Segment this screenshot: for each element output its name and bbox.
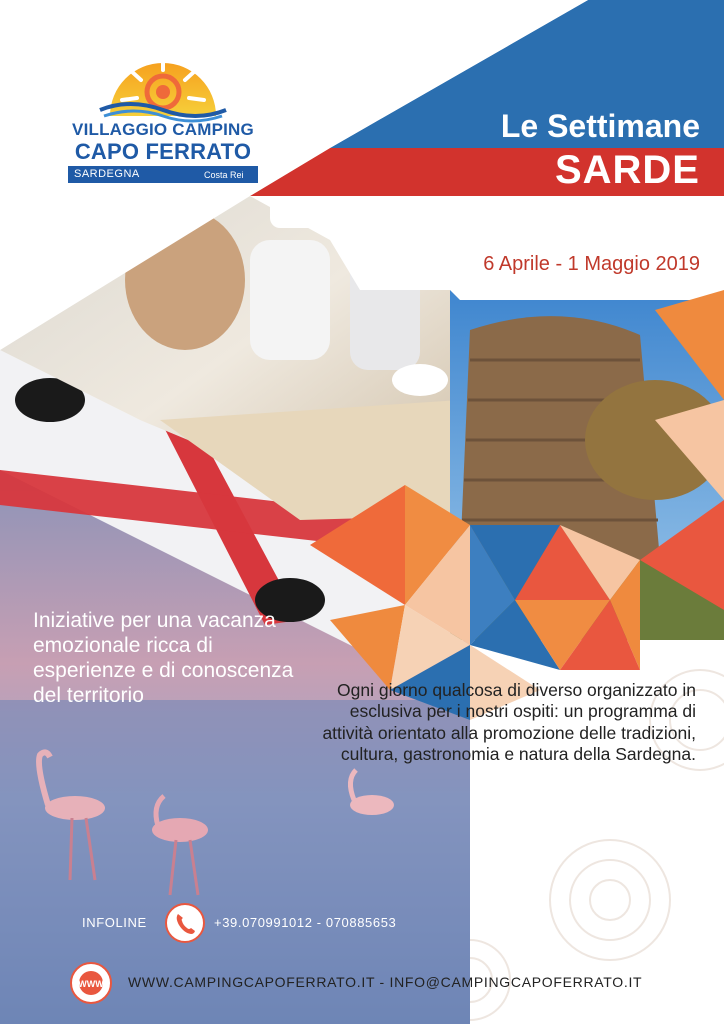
description: Ogni giorno qualcosa di diverso organizzato in esclusiva per i nostri ospiti: un programma di attività orientato alla promozione delle tradizioni, cultura, gastronomia e natura della Sardegna. — [322, 680, 696, 765]
infoline-label: INFOLINE — [82, 915, 147, 930]
svg-text:WWW: WWW — [78, 979, 104, 989]
www-globe-icon — [71, 963, 111, 1003]
logo-area: Costa Rei — [204, 170, 244, 180]
phone-numbers[interactable]: +39.070991012 - 070885653 — [214, 915, 397, 930]
tagline: Iniziative per una vacanza emozionale ricca di esperienze e di conoscenza del territorio — [33, 609, 294, 707]
logo-region: SARDEGNA — [74, 168, 140, 180]
event-dates: 6 Aprile - 1 Maggio 2019 — [483, 253, 700, 275]
logo-name-line2: CAPO FERRATO — [74, 139, 252, 164]
logo-name-line1: VILLAGGIO CAMPING — [72, 120, 254, 139]
title-line1: Le Settimane — [500, 108, 700, 144]
title-line2: SARDE — [554, 148, 700, 192]
website-email[interactable]: WWW.CAMPINGCAPOFERRATO.IT - INFO@CAMPINGCAPOFERRATO.IT — [128, 974, 643, 990]
phone-icon — [166, 904, 204, 942]
